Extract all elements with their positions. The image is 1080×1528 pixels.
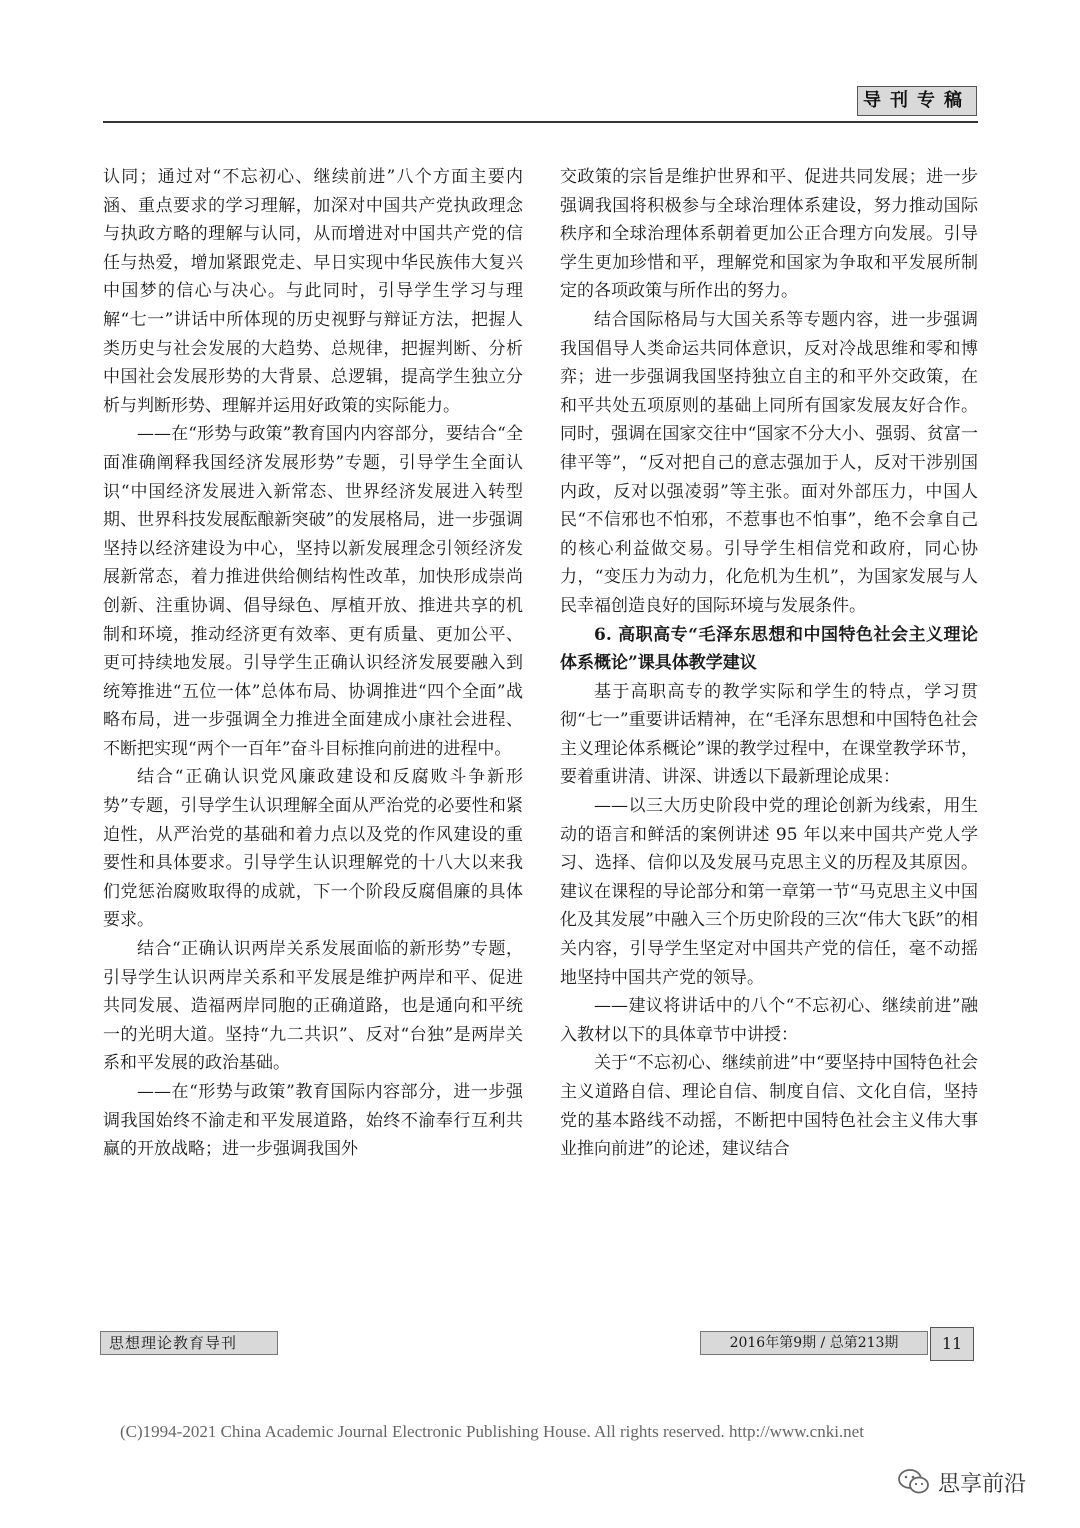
footer-issue: 2016年第9期 / 总第213期 bbox=[700, 1331, 928, 1355]
paragraph: ——以三大历史阶段中党的理论创新为线索，用生动的语言和鲜活的案例讲述 95 年以来中国共产党人学习、选择、信仰以及发展马克思主义的历程及其原因。建议在课程的导论部分和第一章第一节“马克思主义中国化及其发展”中融入三个历史阶段的三次“伟大飞跃”的相关内容，引导学生坚定对中国共产党的信任，毫不动摇地坚持中国共产党的领导。 bbox=[560, 796, 978, 988]
paragraph: 交政策的宗旨是维护世界和平、促进共同发展；进一步强调我国将积极参与全球治理体系建设，努力推动国际秩序和全球治理体系朝着更加公正合理方向发展。引导学生更加珍惜和平，理解党和国家为争取和平发展所制定的各项政策与所作出的努力。 bbox=[560, 167, 978, 302]
footer-page-number: 11 bbox=[930, 1327, 974, 1361]
watermark-text: 思享前沿 bbox=[938, 1471, 1027, 1497]
paragraph: ——在“形势与政策”教育国际内容部分，进一步强调我国始终不渝走和平发展道路，始终不渝奉行互利共赢的开放战略；进一步强调我国外 bbox=[103, 1082, 523, 1160]
left-column bbox=[103, 163, 523, 1164]
paragraph: 基于高职高专的教学实际和学生的特点，学习贯彻“七一”重要讲话精神，在“毛泽东思想和中国特色社会主义理论体系概论”课的教学过程中，在课堂教学环节，要着重讲清、讲深、讲透以下最新理论成果： bbox=[560, 681, 978, 788]
paragraph: ——建议将讲话中的八个“不忘初心、继续前进”融入教材以下的具体章节中讲授： bbox=[560, 996, 978, 1045]
paragraph: ——在“形势与政策”教育国内内容部分，要结合“全面准确阐释我国经济发展形势”专题，引导学生全面认识“中国经济发展进入新常态、世界经济发展进入转型期、世界科技发展酝酿新突破”的发展格局，进一步强调坚持以经济建设为中心，坚持以新发展理念引领经济发展新常态，着力推进供给侧结构性改革，加快形成崇尚创新、注重协调、倡导绿色、厚植开放、推进共享的机制和环境，推动经济更有效率、更有质量、更加公平、更可持续地发展。引导学生正确认识经济发展要融入到统筹推进“五位一体”总体布局、协调推进“四个全面”战略布局，进一步强调全力推进全面建成小康社会进程、不断把实现“两个一百年”奋斗目标推向前进的进程中。 bbox=[103, 424, 523, 759]
header-rule bbox=[103, 121, 978, 123]
paragraph: 结合国际格局与大国关系等专题内容，进一步强调我国倡导人类命运共同体意识，反对冷战思维和零和博弈；进一步强调我国坚持独立自主的和平外交政策，在和平共处五项原则的基础上同所有国家发展友好合作。同时，强调在国家交往中“国家不分大小、强弱、贫富一律平等”，“反对把自己的意志强加于人，反对干涉别国内政，反对以强凌弱”等主张。面对外部压力，中国人民“不信邪也不怕邪，不惹事也不怕事”，绝不会拿自己的核心利益做交易。引导学生相信党和政府，同心协力，“变压力为动力，化危机为生机”，为国家发展与人民幸福创造良好的国际环境与发展条件。 bbox=[560, 309, 978, 616]
paragraph: 结合“正确认识两岸关系发展面临的新形势”专题，引导学生认识两岸关系和平发展是维护两岸和平、促进共同发展、造福两岸同胞的正确道路，也是通向和平统一的光明大道。坚持“九二共识”、反对“台独”是两岸关系和平发展的政治基础。 bbox=[103, 939, 523, 1074]
paragraph: 关于“不忘初心、继续前进”中“要坚持中国特色社会主义道路自信、理论自信、制度自信、文化自信，坚持党的基本路线不动摇，不断把中国特色社会主义伟大事业推向前进”的论述，建议结合 bbox=[560, 1053, 978, 1160]
paragraph: 认同；通过对“不忘初心、继续前进”八个方面主要内涵、重点要求的学习理解，加深对中国共产党执政理念与执政方略的理解与认同，从而增进对中国共产党的信任与热爱，增加紧跟党走、早日实现中华民族伟大复兴中国梦的信心与决心。与此同时，引导学生学习与理解“七一”讲话中所体现的历史视野与辩证方法，把握人类历史与社会发展的大趋势、总规律，把握判断、分析中国社会发展形势的大背景、总逻辑，提高学生独立分析与判断形势、理解并运用好政策的实际能力。 bbox=[103, 167, 523, 416]
copyright-line: (C)1994-2021 China Academic Journal Electronic Publishing House. All rights reserved. http://www.cnki.net bbox=[120, 1422, 864, 1441]
wechat-icon bbox=[898, 1468, 930, 1496]
footer-journal-name: 思想理论教育导刊 bbox=[100, 1331, 278, 1355]
section-heading: 6. 高职高专“毛泽东思想和中国特色社会主义理论体系概论”课具体教学建议 bbox=[560, 624, 978, 674]
paragraph: 结合“正确认识党风廉政建设和反腐败斗争新形势”专题，引导学生认识理解全面从严治党的必要性和紧迫性，从严治党的基础和着力点以及党的作风建设的重要性和具体要求。引导学生认识理解党的十八大以来我们党惩治腐败取得的成就，下一个阶段反腐倡廉的具体要求。 bbox=[103, 767, 523, 931]
header-section-tag: 导刊专稿 bbox=[857, 86, 977, 116]
right-column bbox=[560, 163, 978, 1164]
watermark bbox=[898, 1462, 1026, 1502]
